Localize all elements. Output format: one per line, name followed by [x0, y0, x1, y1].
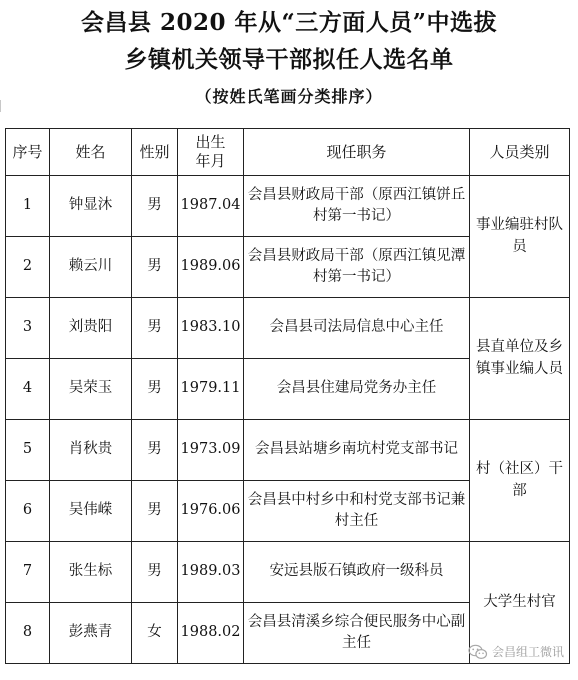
cell-name: 吴荣玉: [50, 359, 132, 420]
cell-name: 肖秋贵: [50, 420, 132, 481]
cell-no: 1: [6, 176, 50, 237]
category-cell: 事业编驻村队员: [470, 176, 570, 298]
cell-birth: 1988.02: [178, 603, 244, 664]
document-subtitle: （按姓氏笔画分类排序）: [195, 87, 383, 106]
cell-birth: 1973.09: [178, 420, 244, 481]
cell-name: 吴伟嵘: [50, 481, 132, 542]
header-duty: 现任职务: [244, 129, 470, 176]
wechat-icon: [468, 644, 488, 660]
cell-name: 赖云川: [50, 237, 132, 298]
category-cell: 县直单位及乡镇事业编人员: [470, 298, 570, 420]
table-row: [6, 176, 570, 237]
header-birth: [178, 129, 244, 176]
cell-duty: 会昌县清溪乡综合便民服务中心副主任: [244, 603, 470, 664]
cell-birth: 1983.10: [178, 298, 244, 359]
cell-duty: 会昌县财政局干部（原西江镇见潭村第一书记）: [244, 237, 470, 298]
cell-birth: 1989.03: [178, 542, 244, 603]
cell-duty: 会昌县中村乡中和村党支部书记兼村主任: [244, 481, 470, 542]
watermark-text: 会昌组工微讯: [491, 645, 564, 659]
cell-gender: 男: [132, 420, 178, 481]
header-birth-line-1: 出生: [195, 133, 226, 152]
cell-gender: 男: [132, 542, 178, 603]
table-header-row: [6, 129, 570, 176]
cell-gender: 男: [132, 298, 178, 359]
page-edge-mark: [0, 100, 5, 112]
header-birth-line-2: 年月: [195, 152, 226, 170]
cell-birth: 1989.06: [178, 237, 244, 298]
document-title-line-2: 乡镇机关领导干部拟任人选名单: [124, 46, 454, 73]
cell-no: 5: [6, 420, 50, 481]
cell-no: 3: [6, 298, 50, 359]
category-cell: 村（社区）干部: [470, 420, 570, 542]
cell-gender: 男: [132, 481, 178, 542]
cell-gender: 女: [132, 603, 178, 664]
cell-name: 钟显沐: [50, 176, 132, 237]
cell-duty: 会昌县住建局党务办主任: [244, 359, 470, 420]
cell-gender: 男: [132, 359, 178, 420]
cell-duty: 会昌县站塘乡南坑村党支部书记: [244, 420, 470, 481]
table-row: [6, 542, 570, 603]
cell-birth: 1979.11: [178, 359, 244, 420]
table-row: [6, 420, 570, 481]
category-cell: 大学生村官: [470, 542, 570, 664]
cell-birth: 1987.04: [178, 176, 244, 237]
header-category: 人员类别: [470, 129, 570, 176]
header-gender: 性别: [132, 129, 178, 176]
header-no: 序号: [6, 129, 50, 176]
cell-duty: 会昌县财政局干部（原西江镇饼丘村第一书记）: [244, 176, 470, 237]
cell-birth: 1976.06: [178, 481, 244, 542]
cell-name: 彭燕青: [50, 603, 132, 664]
document-title-line-1: 会昌县 2020 年从“三方面人员”中选拔: [81, 9, 497, 36]
cell-no: 8: [6, 603, 50, 664]
cell-no: 4: [6, 359, 50, 420]
cell-no: 6: [6, 481, 50, 542]
cell-name: 张生标: [50, 542, 132, 603]
cell-name: 刘贵阳: [50, 298, 132, 359]
wechat-watermark: [468, 643, 564, 660]
cell-duty: 安远县版石镇政府一级科员: [244, 542, 470, 603]
cell-no: 2: [6, 237, 50, 298]
cell-gender: 男: [132, 176, 178, 237]
cell-gender: 男: [132, 237, 178, 298]
header-name: 姓名: [50, 129, 132, 176]
cell-no: 7: [6, 542, 50, 603]
table-row: [6, 298, 570, 359]
candidate-table: [5, 128, 570, 664]
cell-duty: 会昌县司法局信息中心主任: [244, 298, 470, 359]
